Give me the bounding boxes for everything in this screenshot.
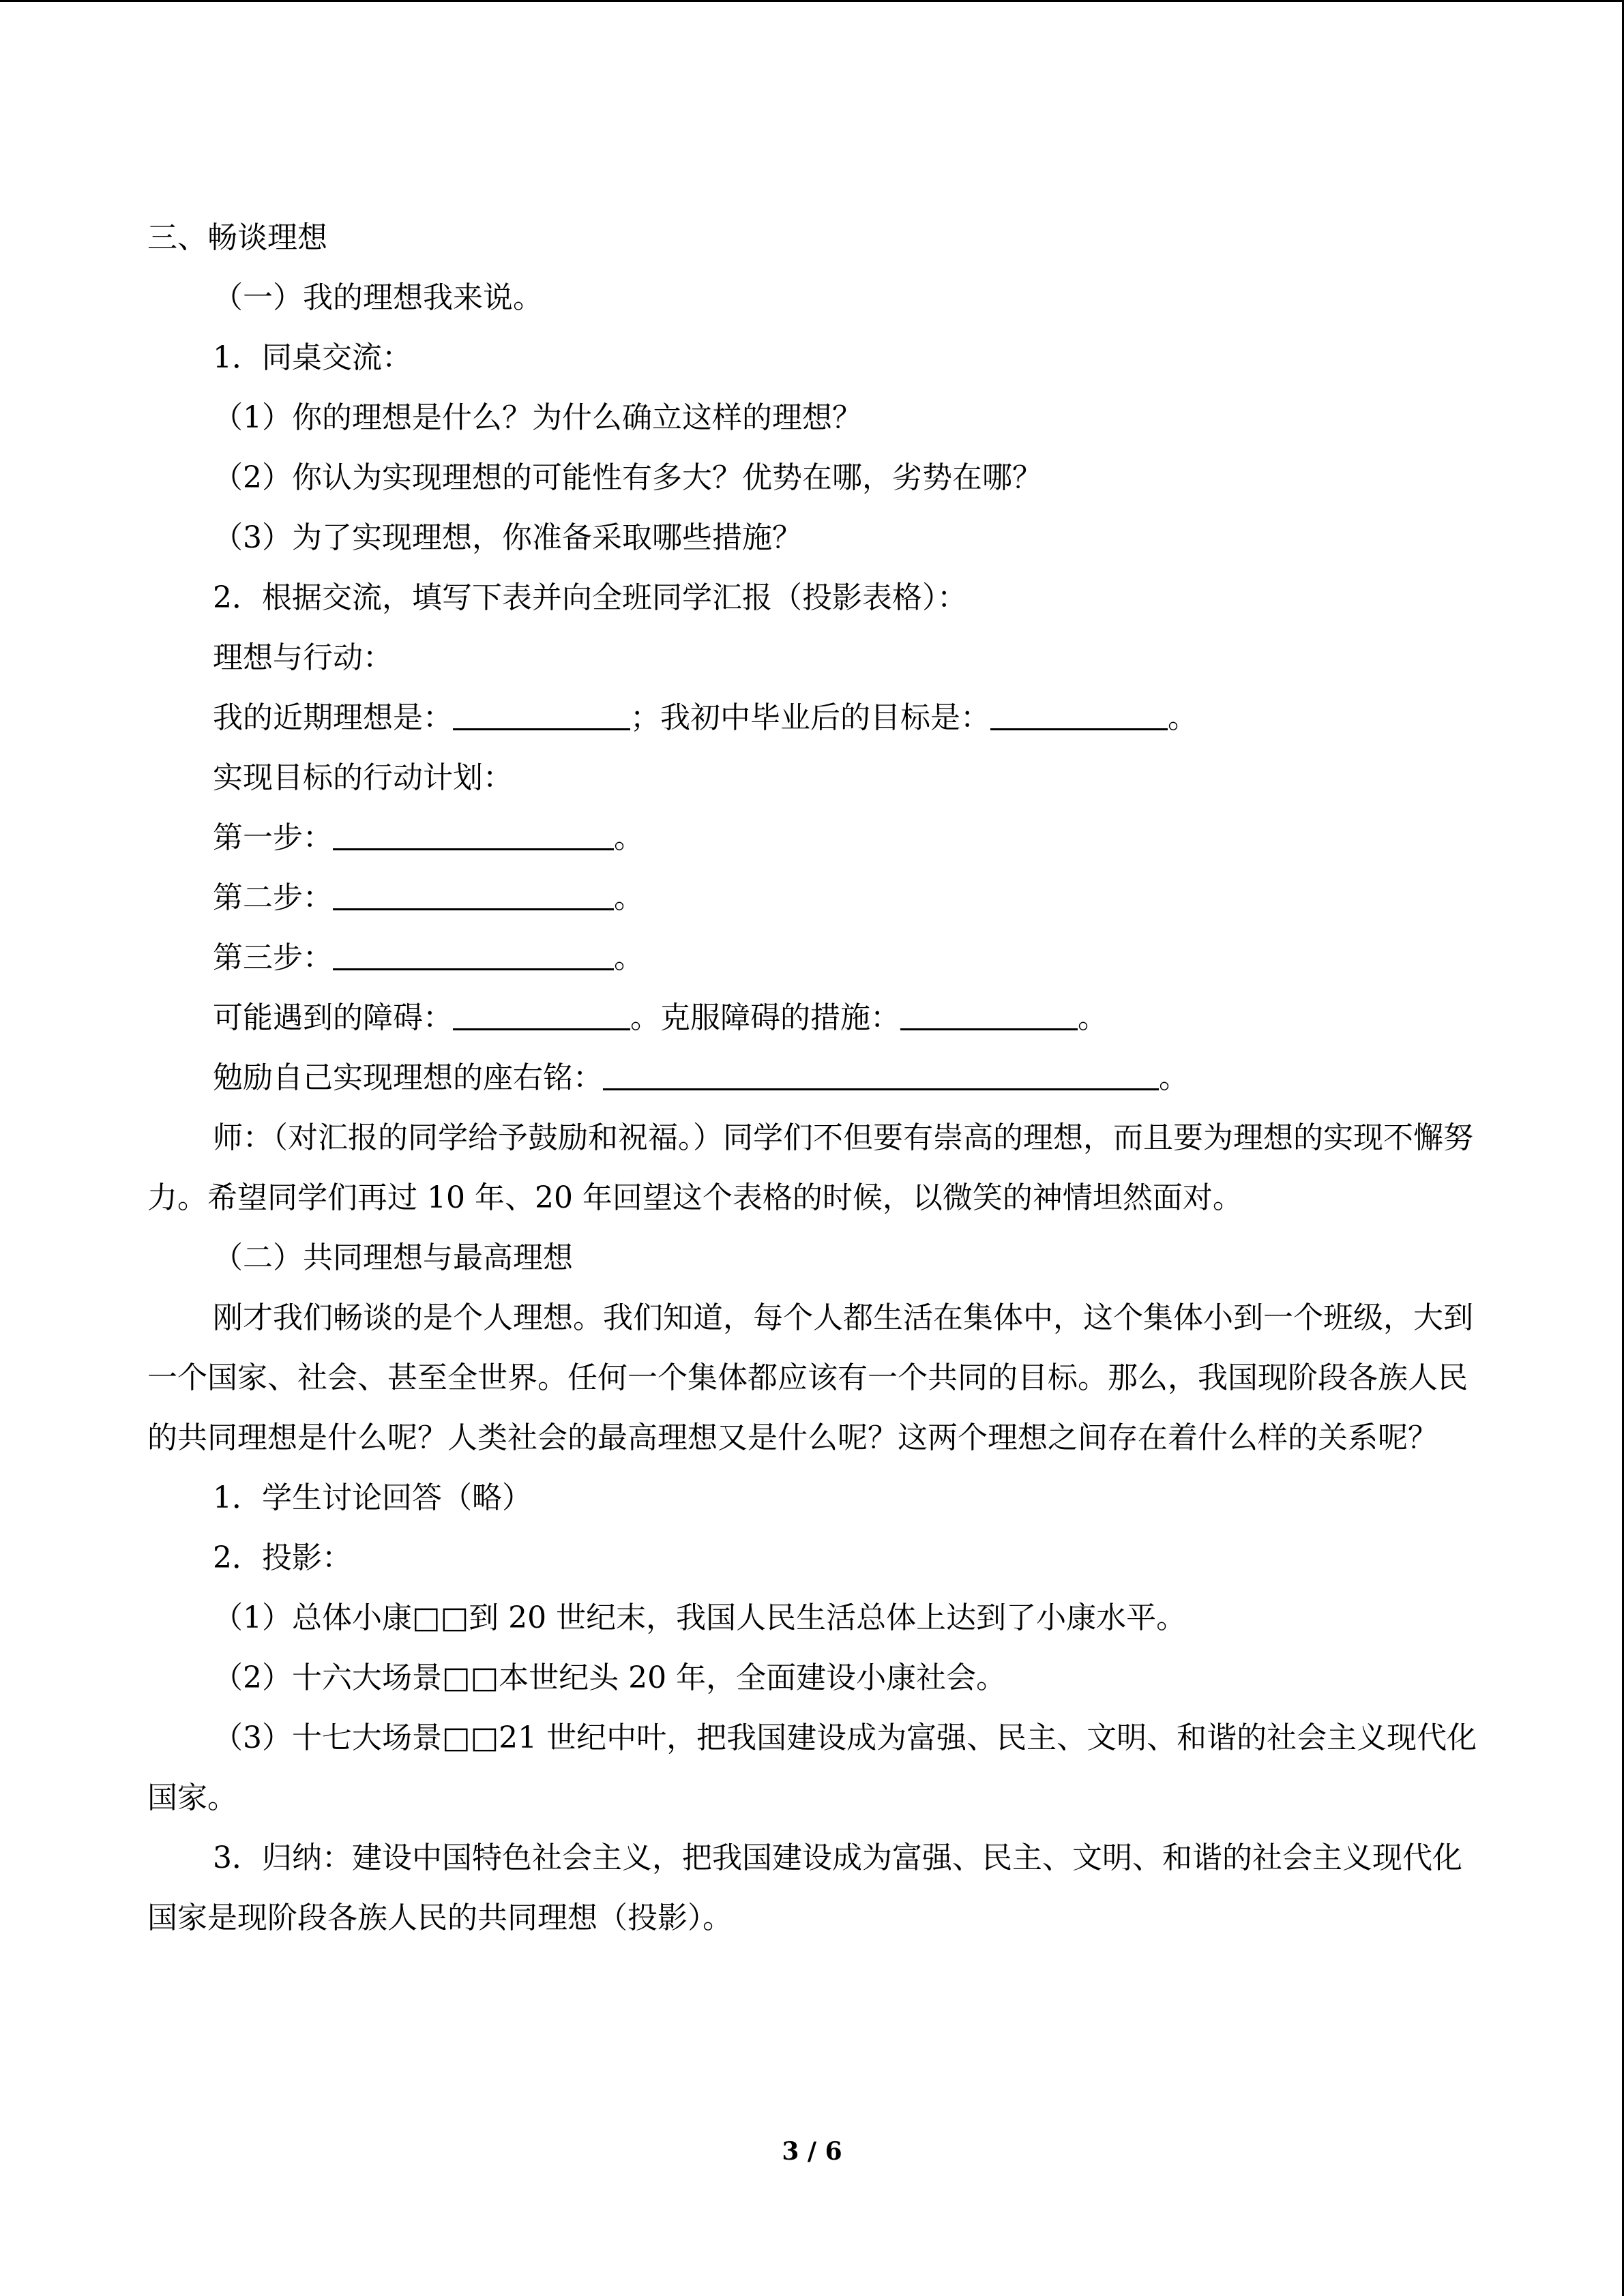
step2-blank[interactable] (333, 884, 614, 910)
question-1: （1）你的理想是什么？为什么确立这样的理想？ (213, 400, 862, 435)
period: 。 (1078, 1000, 1108, 1035)
measure-label: 。克服障碍的措施： (630, 1000, 900, 1035)
plan-label: 实现目标的行动计划： (213, 760, 513, 795)
step1-row (147, 808, 1484, 868)
question-3: （3）为了实现理想，你准备采取哪些措施？ (213, 520, 802, 555)
item-2: 2．根据交流，填写下表并向全班同学汇报（投影表格）： (213, 580, 967, 615)
near-ideal-row (147, 688, 1484, 748)
question-2: （2）你认为实现理想的可能性有多大？优势在哪，劣势在哪？ (213, 460, 1042, 495)
section-title: 三、畅谈理想 (147, 220, 327, 255)
item-1: 1．同桌交流： (213, 340, 412, 375)
part2-sub-3: （3）十七大场景□□21 世纪中叶，把我国建设成为富强、民主、文明、和谐的社会主义现代化国家。 (147, 1720, 1477, 1815)
step2-row (147, 868, 1484, 928)
period: 。 (1168, 700, 1198, 735)
part2-item-2: 2．投影： (213, 1540, 352, 1575)
part1-title: （一）我的理想我来说。 (213, 280, 543, 315)
goal-label: ；我初中毕业后的目标是： (630, 700, 990, 735)
form-heading: 理想与行动： (213, 640, 393, 675)
step2-label: 第二步： (213, 880, 333, 915)
part2-sub-2: （2）十六大场景□□本世纪头 20 年，全面建设小康社会。 (213, 1660, 1007, 1695)
part2-item-3: 3．归纳：建设中国特色社会主义，把我国建设成为富强、民主、文明、和谐的社会主义现代化国家是现阶段各族人民的共同理想（投影）。 (147, 1840, 1462, 1935)
obstacle-row (147, 988, 1484, 1048)
measure-blank[interactable] (900, 1004, 1078, 1030)
step1-label: 第一步： (213, 820, 333, 855)
near-ideal-label: 我的近期理想是： (213, 700, 453, 735)
page-number: 3 / 6 (782, 2137, 842, 2166)
near-ideal-blank[interactable] (453, 704, 630, 730)
step3-row (147, 928, 1484, 988)
period: 。 (1159, 1060, 1189, 1095)
part2-paragraph: 刚才我们畅谈的是个人理想。我们知道，每个人都生活在集体中，这个集体小到一个班级，大到一个国家、社会、甚至全世界。任何一个集体都应该有一个共同的目标。那么，我国现阶段各族人民的共同理想是什么呢？人类社会的最高理想又是什么呢？这两个理想之间存在着什么样的关系呢？ (147, 1300, 1473, 1455)
document-body (147, 208, 1484, 1948)
obstacle-label: 可能遇到的障碍： (213, 1000, 453, 1035)
part2-title: （二）共同理想与最高理想 (213, 1240, 573, 1275)
part2-sub-1: （1）总体小康□□到 20 世纪末，我国人民生活总体上达到了小康水平。 (213, 1600, 1187, 1635)
part2-item-1: 1．学生讨论回答（略） (213, 1480, 532, 1515)
period: 。 (614, 940, 644, 975)
goal-blank[interactable] (990, 704, 1168, 730)
motto-label: 勉励自己实现理想的座右铭： (213, 1060, 603, 1095)
motto-row (147, 1048, 1484, 1108)
motto-blank[interactable] (603, 1064, 1159, 1090)
step1-blank[interactable] (333, 824, 614, 850)
obstacle-blank[interactable] (453, 1004, 630, 1030)
teacher-paragraph: 师：（对汇报的同学给予鼓励和祝福。）同学们不但要有崇高的理想，而且要为理想的实现不懈努力。希望同学们再过 10 年、20 年回望这个表格的时候，以微笑的神情坦然面对。 (147, 1120, 1473, 1215)
step3-blank[interactable] (333, 944, 614, 970)
period: 。 (614, 880, 644, 915)
step3-label: 第三步： (213, 940, 333, 975)
period: 。 (614, 820, 644, 855)
